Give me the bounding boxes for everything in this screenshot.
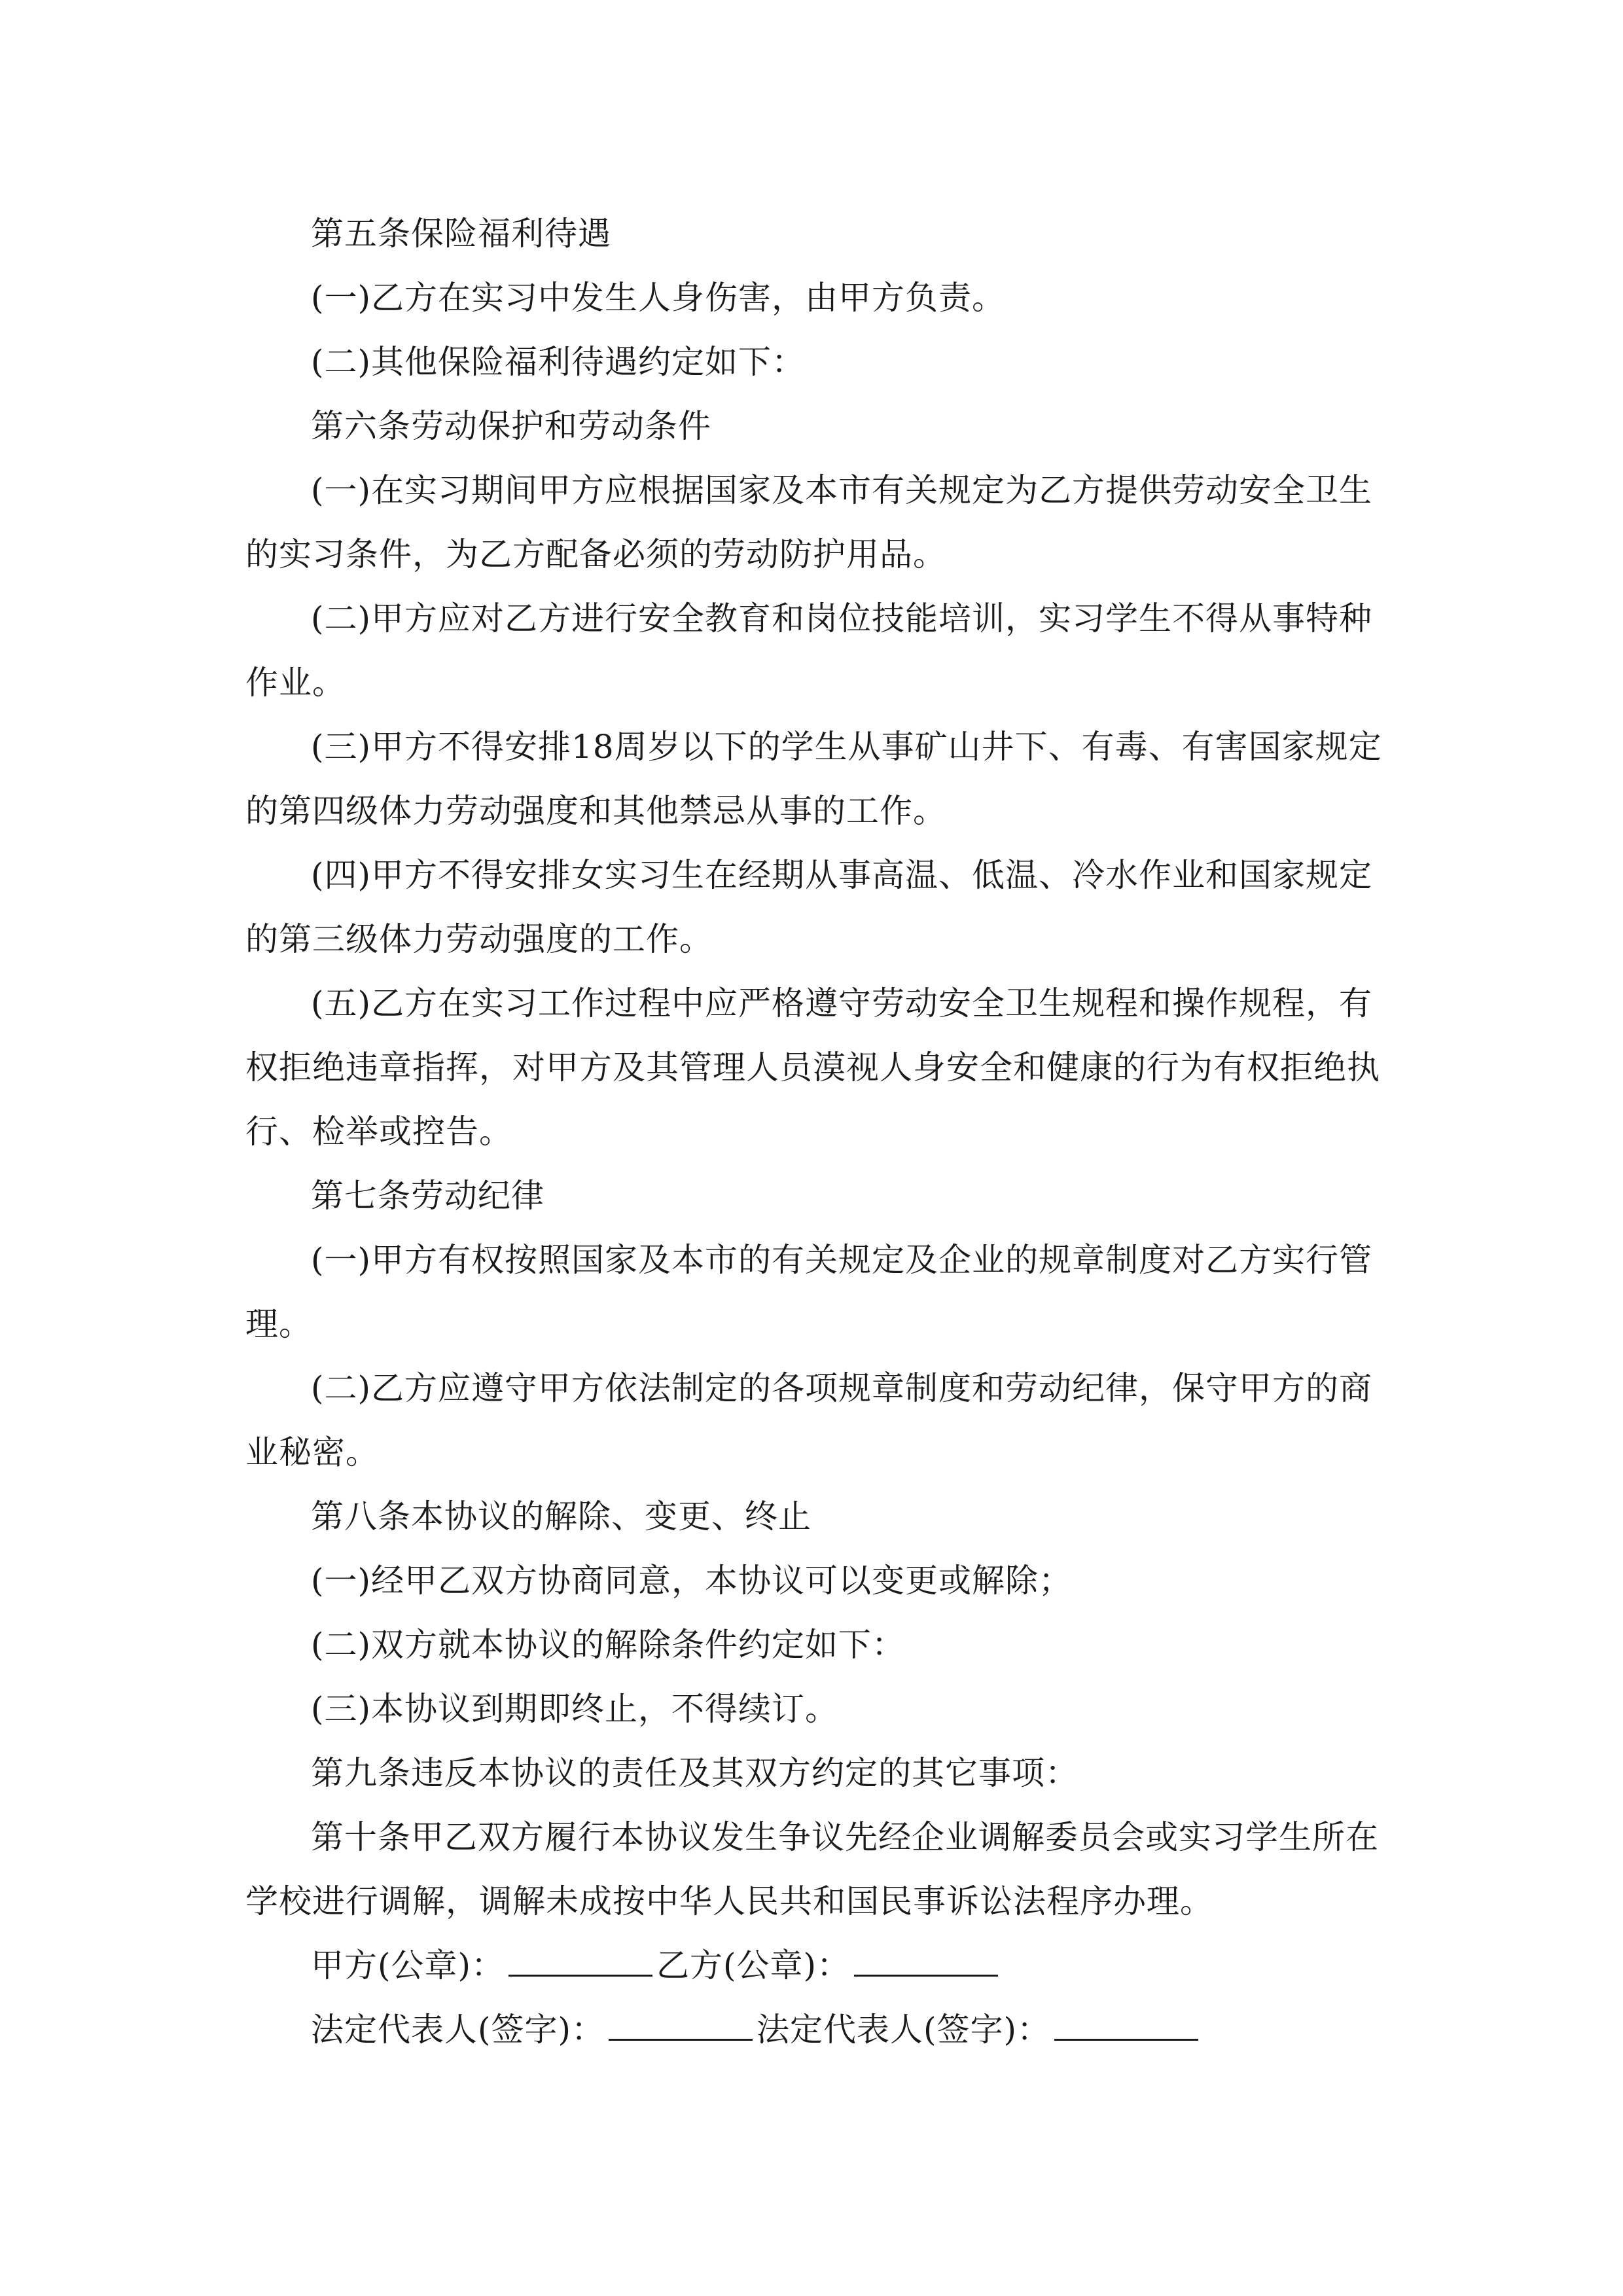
rep-a-signature-blank[interactable] xyxy=(609,2009,753,2041)
article-7-clause-1: (一)甲方有权按照国家及本市的有关规定及企业的规章制度对乙方实行管理。 xyxy=(245,1241,1373,1343)
article-7-clause-2: (二)乙方应遵守甲方依法制定的各项规章制度和劳动纪律，保守甲方的商业秘密。 xyxy=(245,1369,1373,1471)
seal-signature-line xyxy=(245,1933,1397,1998)
document-body xyxy=(245,202,1397,2062)
article-6-heading: 第六条劳动保护和劳动条件 xyxy=(311,407,711,445)
article-5-heading: 第五条保险福利待遇 xyxy=(311,215,611,253)
article-6-clause-5: (五)乙方在实习工作过程中应严格遵守劳动安全卫生规程和操作规程，有权拒绝违章指挥，对甲方及其管理人员漠视人身安全和健康的行为有权拒绝执行、检举或控告。 xyxy=(245,984,1380,1151)
article-6-clause-1: (一)在实习期间甲方应根据国家及本市有关规定为乙方提供劳动安全卫生的实习条件，为乙方配备必须的劳动防护用品。 xyxy=(245,471,1373,573)
article-10-text: 第十条甲乙双方履行本协议发生争议先经企业调解委员会或实习学生所在学校进行调解，调解未成按中华人民共和国民事诉讼法程序办理。 xyxy=(245,1818,1379,1920)
article-8-clause-2: (二)双方就本协议的解除条件约定如下： xyxy=(311,1626,906,1664)
article-9-heading: 第九条违反本协议的责任及其双方约定的其它事项： xyxy=(311,1754,1079,1792)
article-5-clause-1: (一)乙方在实习中发生人身伤害，由甲方负责。 xyxy=(311,279,1006,317)
party-a-seal-label: 甲方(公章)： xyxy=(311,1946,505,1984)
representative-signature-line xyxy=(245,1998,1397,2062)
rep-a-label: 法定代表人(签字)： xyxy=(311,2011,605,2049)
party-a-seal-blank[interactable] xyxy=(508,1945,652,1977)
article-8-clause-1: (一)经甲乙双方协商同意，本协议可以变更或解除； xyxy=(311,1562,1073,1600)
article-7-heading: 第七条劳动纪律 xyxy=(311,1177,544,1215)
party-b-seal-label: 乙方(公章)： xyxy=(656,1946,851,1984)
article-6-clause-3: (三)甲方不得安排18周岁以下的学生从事矿山井下、有毒、有害国家规定的第四级体力劳动强度和其他禁忌从事的工作。 xyxy=(245,728,1382,830)
rep-b-signature-blank[interactable] xyxy=(1054,2009,1198,2041)
article-5-clause-2: (二)其他保险福利待遇约定如下： xyxy=(311,343,806,381)
article-8-heading: 第八条本协议的解除、变更、终止 xyxy=(311,1498,812,1535)
article-8-clause-3: (三)本协议到期即终止，不得续订。 xyxy=(311,1690,839,1728)
article-6-clause-4: (四)甲方不得安排女实习生在经期从事高温、低温、冷水作业和国家规定的第三级体力劳动强度的工作。 xyxy=(245,856,1373,958)
rep-b-label: 法定代表人(签字)： xyxy=(757,2011,1051,2049)
article-6-clause-2: (二)甲方应对乙方进行安全教育和岗位技能培训，实习学生不得从事特种作业。 xyxy=(245,600,1373,702)
party-b-seal-blank[interactable] xyxy=(854,1945,998,1977)
